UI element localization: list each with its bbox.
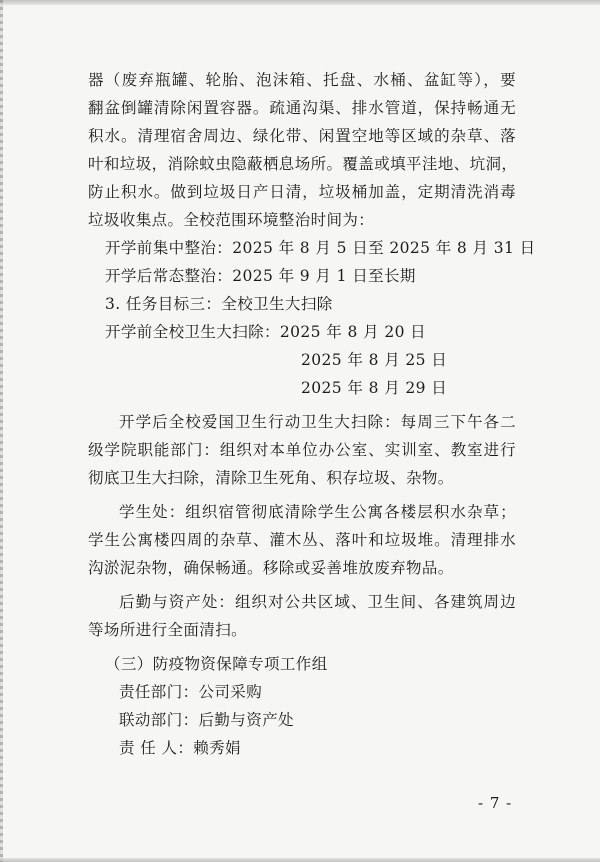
schedule-before-term: 开学前集中整治：2025 年 8 月 5 日至 2025 年 8 月 31 日 xyxy=(105,239,536,257)
document-page xyxy=(88,66,536,762)
responsible-person: 责 任 人：赖秀娟 xyxy=(119,739,241,757)
scan-edge-bottom xyxy=(0,858,600,862)
scan-edge-left xyxy=(0,0,3,862)
text-line: 学生处：组织宿管彻底清除学生公寓各楼层积水杂草； xyxy=(119,503,516,521)
page-number: - 7 - xyxy=(478,794,513,812)
text-line: 器（废弃瓶罐、轮胎、泡沫箱、托盘、水桶、盆缸等），要 xyxy=(88,71,516,89)
section-three-heading: （三）防疫物资保障专项工作组 xyxy=(105,655,328,673)
schedule-after-term: 开学后常态整治：2025 年 9 月 1 日至长期 xyxy=(105,267,416,285)
paragraph-logistics xyxy=(88,588,516,644)
paragraph-weekly-cleanup xyxy=(88,408,516,492)
cleanup-date-first: 开学前全校卫生大扫除：2025 年 8 月 20 日 xyxy=(105,323,427,341)
cleanup-date-second: 2025 年 8 月 25 日 xyxy=(301,351,448,369)
text-line: 后勤与资产处：组织对公共区域、卫生间、各建筑周边 xyxy=(119,593,516,611)
task-three-heading: 3. 任务目标三：全校卫生大扫除 xyxy=(105,295,333,313)
cleanup-dates xyxy=(88,318,516,402)
text-line: 等场所进行全面清扫。 xyxy=(88,621,248,639)
cleanup-date-third: 2025 年 8 月 29 日 xyxy=(301,379,448,397)
text-line: 沟淤泥杂物，确保畅通。移除或妥善堆放废弃物品。 xyxy=(88,559,454,577)
responsible-department: 责任部门：公司采购 xyxy=(119,683,263,701)
text-line: 叶和垃圾，消除蚊虫隐蔽栖息场所。覆盖或填平洼地、坑洞， xyxy=(88,155,518,173)
text-line: 学生公寓楼四周的杂草、灌木丛、落叶和垃圾堆。清理排水 xyxy=(88,531,516,549)
text-line: 垃圾收集点。全校范围环境整治时间为： xyxy=(88,211,375,229)
scan-edge-top xyxy=(0,0,600,5)
text-line: 开学后全校爱国卫生行动卫生大扫除：每周三下午各二 xyxy=(119,413,516,431)
text-line: 彻底卫生大扫除，清除卫生死角、积存垃圾、杂物。 xyxy=(88,469,454,487)
paragraph-environment-cleanup xyxy=(88,66,516,234)
paragraph-student-affairs xyxy=(88,498,516,582)
linked-department: 联动部门：后勤与资产处 xyxy=(119,711,294,729)
text-line: 积水。清理宿舍周边、绿化带、闲置空地等区域的杂草、落 xyxy=(88,127,516,145)
text-line: 防止积水。做到垃圾日产日清，垃圾桶加盖，定期清洗消毒 xyxy=(88,183,516,201)
text-line: 级学院职能部门：组织对本单位办公室、实训室、教室进行 xyxy=(88,441,516,459)
text-line: 翻盆倒罐清除闲置容器。疏通沟渠、排水管道，保持畅通无 xyxy=(88,99,516,117)
